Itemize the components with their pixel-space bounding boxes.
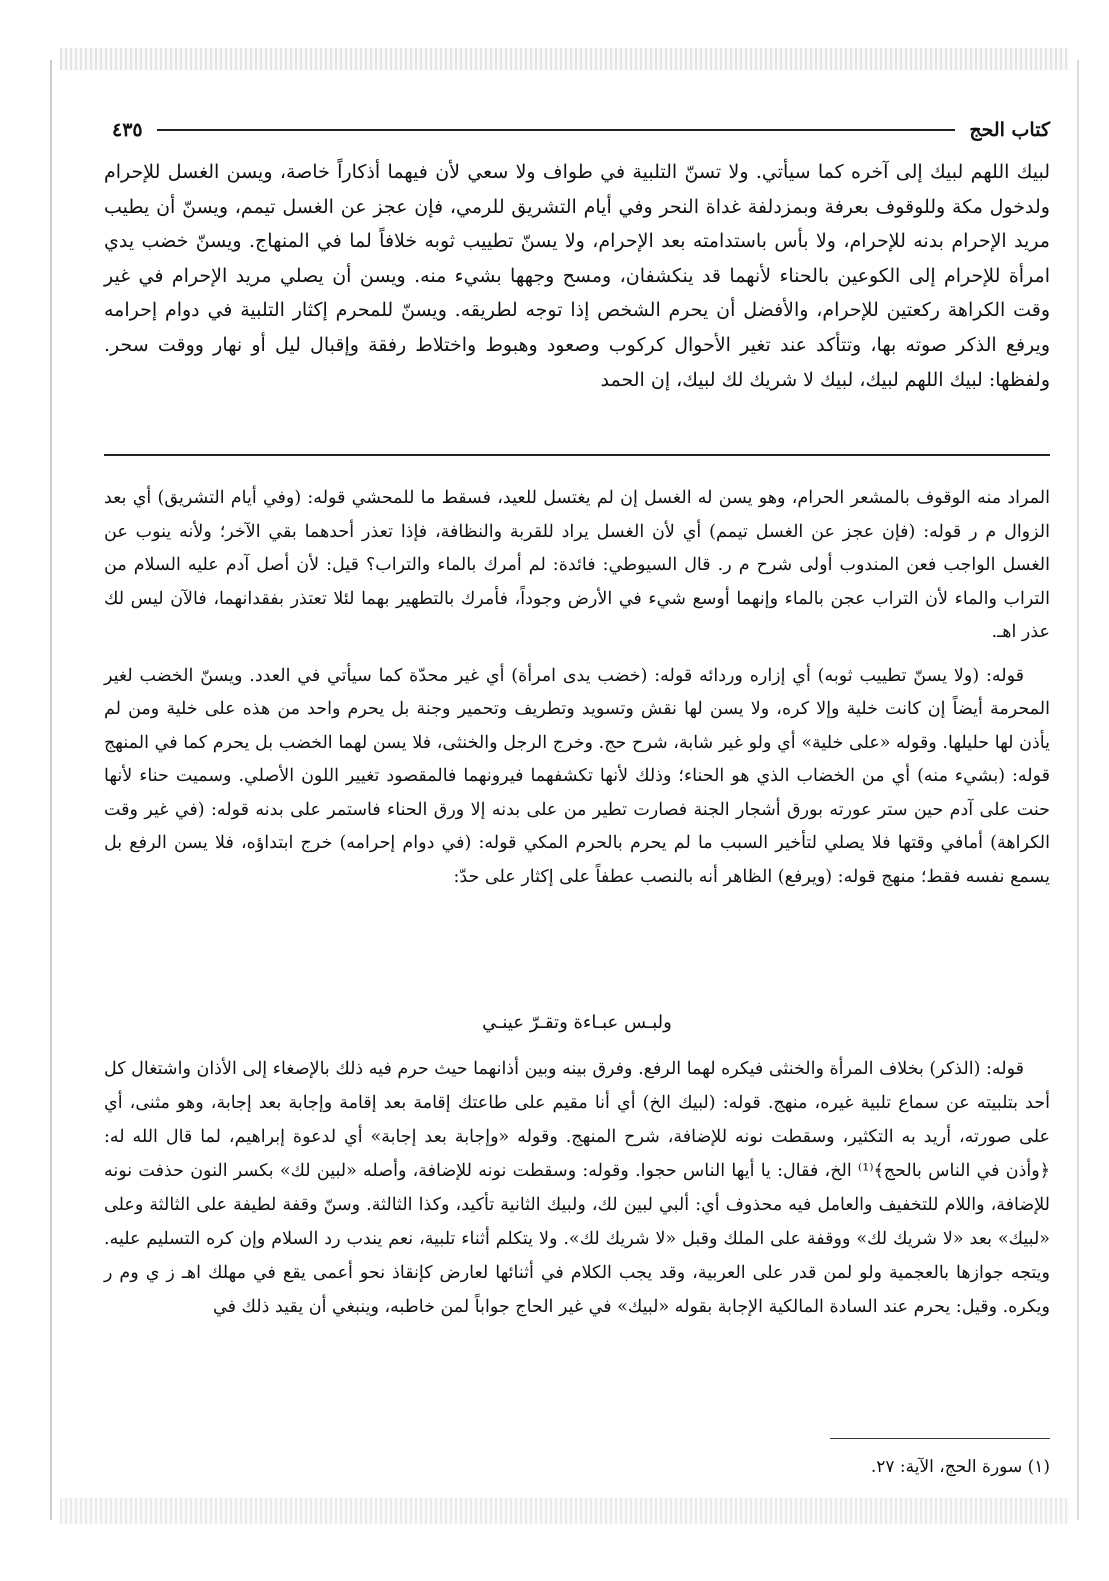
commentary-block [104,482,1050,894]
commentary-paragraph-2: قوله: (ولا يسنّ تطييب ثوبه) أي إزاره وردائه قوله: (خضب يدى امرأة) أي غير محدّة كما سيأتي في العدد. ويسنّ الخضب لغير المحرمة أيضاً إن كانت خلية وإلا كره، ولا يسن لها نقش وتسويد وتطريف وتحمير وجنة بل يحرم واحد من هذه على خلية ومن لم يأذن لها حليلها. وقوله «على خلية» أي ولو غير شابة، شرح حج. وخرج الرجل والخنثى، فلا يسن لهما الخضب بل يحرم كما في المنهج قوله: (بشيء منه) أي من الخضاب الذي هو الحناء؛ وذلك لأنها تكشفهما فيرونهما فالمقصود تغيير اللون الأصلي. وسميت حناء لأنها حنت على آدم حين ستر عورته بورق أشجار الجنة فصارت تطير من على بدنه إلا ورق الحناء فاستمر على بدنه قوله: (في غير وقت الكراهة) أمافي وقتها فلا يصلي لتأخير السبب ما لم يحرم بالحرم المكي قوله: (في دوام إحرامه) خرج ابتداؤه، فلا يسن الرفع بل يسمع نفسه فقط؛ منهج قوله: (ويرفع) الظاهر أنه بالنصب عطفاً على إكثار على حدّ: [104,665,1050,887]
text-commentary-separator [104,454,1050,456]
footnote: (١) سورة الحج، الآية: ٢٧. [870,1457,1050,1477]
commentary-paragraph-1: المراد منه الوقوف بالمشعر الحرام، وهو يسن له الغسل إن لم يغتسل للعيد، فسقط ما للمحشي قوله: (وفي أيام التشريق) أي بعد الزوال م ر قوله: (فإن عجز عن الغسل تيمم) أي لأن الغسل يراد للقربة والنظافة، فإذا تعذر أحدهما بقي الآخر؛ ولأنه ينوب عن الغسل الواجب فعن المندوب أولى شرح م ر. قال السيوطي: فائدة: لم أمرك بالماء والتراب؟ قيل: لأن أصل آدم عليه السلام من التراب والماء لأن التراب عجن بالماء وإنهما أوسع شيء في الأرض وجوداً، فأمرك بالتطهير بهما لئلا تعتذر بفقدانهما، فالآن ليس لك عذر اهـ. [104,488,1050,642]
scan-edge-left [50,60,70,1520]
book-title: كتاب الحج [969,119,1050,141]
main-text: لبيك اللهم لبيك إلى آخره كما سيأتي. ولا تسنّ التلبية في طواف ولا سعي لأن فيهما أذكاراً خاصة، ويسن الغسل للإحرام ولدخول مكة وللوقوف بعرفة وبمزدلفة غداة النحر وفي أيام التشريق للرمي، فإن عجز عن الغسل تيمم، ويسنّ أن يطيب مريد الإحرام بدنه للإحرام، ولا بأس باستدامته بعد الإحرام، ولا يسنّ تطييب ثوبه خلافاً لما في المنهاج. ويسنّ خضب يدي امرأة للإحرام إلى الكوعين بالحناء لأنهما قد ينكشفان، ومسح وجهها بشيء منه. ويسن أن يصلي مريد الإحرام في غير وقت الكراهة ركعتين للإحرام، والأفضل أن يحرم الشخص إذا توجه لطريقه. ويسنّ للمحرم إكثار التلبية في دوام إحرامه ويرفع الذكر صوته بها، وتتأكد عند تغير الأحوال كركوب وصعود وهبوط واختلاط رفقة وإقبال ليل أو نهار ووقت سحر. ولفظها: لبيك اللهم لبيك، لبيك لا شريك لك لبيك، إن الحمد [104,161,1050,391]
commentary-block-2 [104,1052,1050,1324]
scan-edge-bottom [60,1498,1069,1524]
verse-quote: ولبـس عبـاءة وتقـرّ عينـي [482,1012,672,1033]
footnote-rule [830,1438,1050,1439]
scan-edge-top [60,48,1069,70]
paragraph-gap [104,650,1050,660]
header-rule [157,129,956,131]
commentary-paragraph-3: قوله: (الذكر) بخلاف المرأة والخنثى فيكره لهما الرفع. وفرق بينه وبين أذانهما حيث حرم فيه ذلك بالإصغاء إلى الأذان واشتغال كل أحد بتلبيته عن سماع تلبية غيره، منهج. قوله: (لبيك الخ) أي أنا مقيم على طاعتك إقامة بعد إقامة وإجابة بعد إجابة، وهو مثنى، أي على صورته، أريد به التكثير، وسقطت نونه للإضافة، شرح المنهج. وقوله «وإجابة بعد إجابة» أي لدعوة إبراهيم، لما قال الله له: ﴿وأذن في الناس بالحج﴾⁽¹⁾ الخ، فقال: يا أيها الناس حجوا. وقوله: وسقطت نونه للإضافة، وأصله «لبين لك» بكسر النون حذفت نونه للإضافة، واللام للتخفيف والعامل فيه محذوف أي: ألبي لبين لك، ولبيك الثانية تأكيد، وكذا الثالثة. وسنّ وقفة لطيفة على الثالثة وعلى «لبيك» بعد «لا شريك لك» ووقفة على الملك وقبل «لا شريك لك». ولا يتكلم أثناء تلبية، نعم يندب رد السلام وإن كره التسليم عليه. ويتجه جوازها بالعجمية ولو لمن قدر على العربية، وقد يجب الكلام في أثنائها لعارض كإنقاذ نحو أعمى يقع في مهلك اهـ ز ي وم ر ويكره. وقيل: يحرم عند السادة المالكية الإجابة بقوله «لبيك» في غير الحاج جواباً لمن خاطبه، وينبغي أن يقيد ذلك في [104,1059,1050,1317]
running-header [112,114,1050,146]
page-number: ٤٣٥ [112,119,143,141]
scan-edge-right [1065,60,1079,1520]
